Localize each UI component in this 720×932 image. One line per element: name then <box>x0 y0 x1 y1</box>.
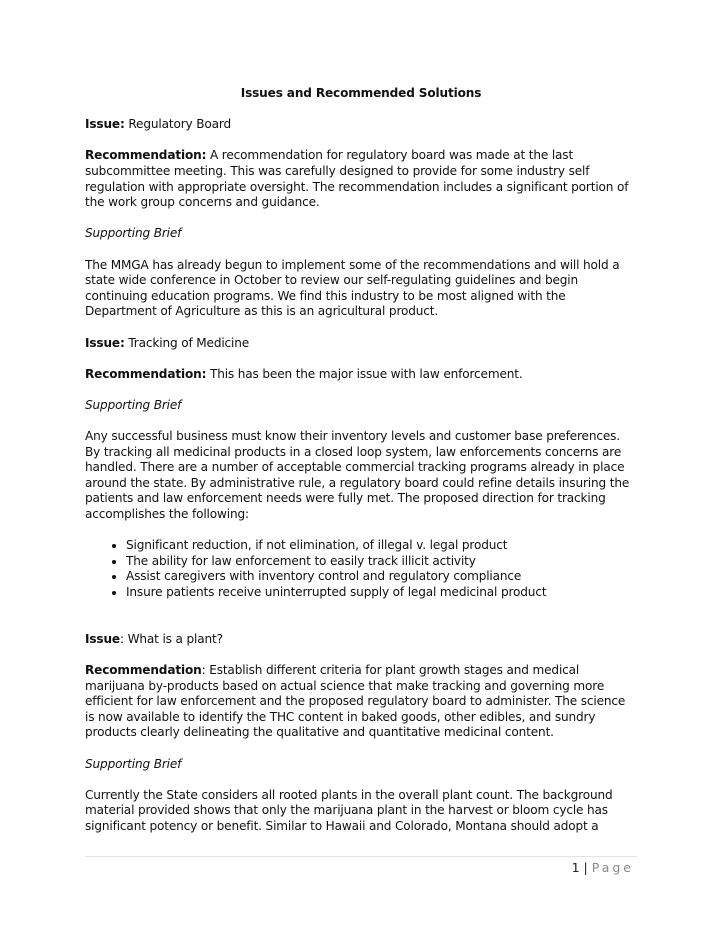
recommendation-text: This has been the major issue with law enforcement. <box>206 366 523 381</box>
supporting-brief-text: Any successful business must know their inventory levels and customer base preferences. By tracking all medicinal products in a closed loop system, law enforcements concerns are handled. There are a number of acceptable commercial tracking programs already in place around the state. By administrative rule, a regulatory board could refine details insuring the patients and law enforcement needs were fully met. The proposed direction for tracking accomplishes the following: <box>85 429 630 522</box>
bullet-list <box>85 538 637 600</box>
recommendation-text: : Establish different criteria for plant growth stages and medical marijuana by-products based on actual science that make tracking and governing more efficient for law enforcement and the proposed regulatory board to administer. The science is now available to identify the THC content in baked goods, other edibles, and sundry products clearly delineating the qualitative and quantitative medicinal content. <box>85 662 626 740</box>
supporting-brief-heading: Supporting Brief <box>85 226 182 241</box>
recommendation-paragraph <box>85 148 637 210</box>
supporting-brief-heading: Supporting Brief <box>85 397 182 412</box>
issue-label: Issue: <box>85 335 125 350</box>
supporting-brief-heading: Supporting Brief <box>85 756 182 771</box>
recommendation-label: Recommendation: <box>85 366 207 381</box>
list-item: • Significant reduction, if not elimination, of illegal v. legal product <box>126 538 637 554</box>
supporting-brief-text: The MMGA has already begun to implement some of the recommendations and will hold a state wide conference in October to review our self-regulating guidelines and begin continuing education programs. We find this industry to be most aligned with the Department of Agriculture as this is an agricultural product. <box>85 257 620 319</box>
document-body <box>85 86 637 850</box>
list-item: • Insure patients receive uninterrupted supply of legal medicinal product <box>126 585 637 601</box>
issue-label: Issue <box>85 631 120 646</box>
issue-text: Tracking of Medicine <box>124 335 250 350</box>
recommendation-label: Recommendation: <box>85 148 207 163</box>
supporting-brief-text: Currently the State considers all rooted plants in the overall plant count. The background material provided shows that only the marijuana plant in the harvest or bloom cycle has significant potency or benefit. Similar to Hawaii and Colorado, Montana should adopt a <box>85 787 613 833</box>
document-title: Issues and Recommended Solutions <box>240 86 482 100</box>
issue-line <box>85 632 637 648</box>
page-number: 1 <box>571 860 580 875</box>
list-item: • The ability for law enforcement to easily track illicit activity <box>126 554 637 570</box>
issue-label: Issue: <box>85 117 125 132</box>
list-item: • Assist caregivers with inventory control and regulatory compliance <box>126 569 637 585</box>
recommendation-text: A recommendation for regulatory board was made at the last subcommittee meeting. This was carefully designed to provide for some industry self regulation with appropriate oversight. The recommendation includes a significant portion of the work group concerns and guidance. <box>85 148 629 210</box>
issue-line <box>85 117 637 133</box>
spacer <box>85 616 637 632</box>
issue-line <box>85 336 637 352</box>
page-word: Page <box>591 860 634 875</box>
page-footer <box>572 860 634 875</box>
recommendation-paragraph <box>85 367 637 383</box>
issue-text: Regulatory Board <box>124 117 232 132</box>
footer-divider <box>85 856 637 857</box>
page-separator: | <box>583 860 588 875</box>
issue-text: : What is a plant? <box>119 631 223 646</box>
recommendation-label: Recommendation <box>85 662 202 677</box>
recommendation-paragraph <box>85 663 637 741</box>
